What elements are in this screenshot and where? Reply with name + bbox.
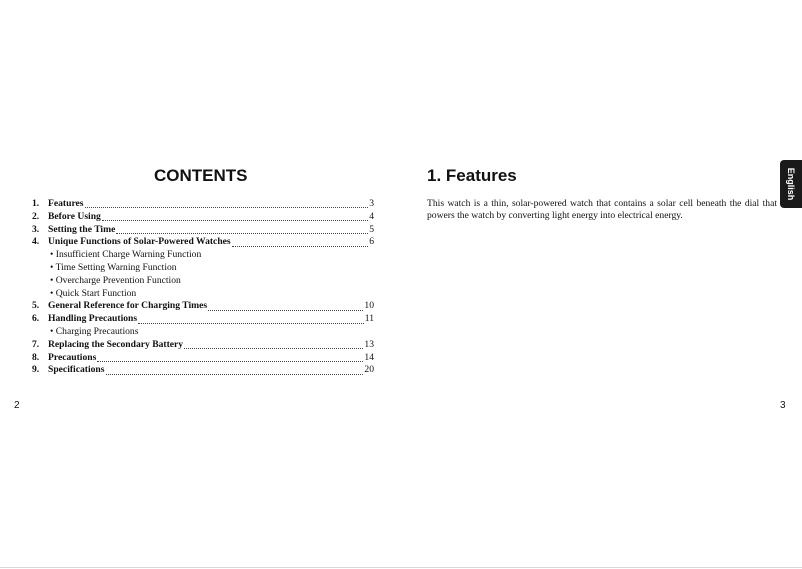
toc-entry-precautions[interactable] bbox=[32, 352, 374, 365]
right-page bbox=[401, 0, 802, 569]
toc-entry-page: 20 bbox=[364, 364, 374, 376]
toc-entry-title: Replacing the Secondary Battery bbox=[48, 338, 184, 350]
toc-entry-page: 10 bbox=[364, 300, 374, 312]
toc-subentry[interactable]: • Charging Precautions bbox=[50, 325, 139, 337]
toc-entry-title: Features bbox=[48, 198, 84, 209]
toc-entry-page: 5 bbox=[369, 223, 374, 235]
toc-entry-replacing-battery[interactable] bbox=[32, 339, 374, 352]
toc-entry-number: 6. bbox=[32, 313, 40, 325]
toc-entry-number: 8. bbox=[32, 351, 40, 363]
toc-entry-page: 6 bbox=[369, 236, 374, 248]
toc-entry-number: 7. bbox=[32, 338, 40, 350]
language-tab-label: English bbox=[786, 167, 796, 201]
toc-entry-title: Specifications bbox=[48, 364, 105, 376]
toc-subentry[interactable]: • Time Setting Warning Function bbox=[50, 261, 177, 273]
toc-entry-page: 3 bbox=[369, 198, 374, 209]
page-bottom-divider bbox=[0, 567, 802, 568]
toc-leader-dots bbox=[106, 365, 364, 375]
toc-subentry[interactable]: • Insufficient Charge Warning Function bbox=[50, 249, 202, 261]
toc-entry-setting-time[interactable] bbox=[32, 224, 374, 237]
toc-leader-dots bbox=[85, 198, 369, 208]
toc-entry-title: Setting the Time bbox=[48, 223, 116, 235]
toc-entry-specifications[interactable] bbox=[32, 364, 374, 377]
toc-entry-title: Before Using bbox=[48, 210, 101, 222]
toc-entry-before-using[interactable] bbox=[32, 211, 374, 224]
toc-leader-dots bbox=[184, 339, 363, 349]
features-paragraph: This watch is a thin, solar-powered watch that contains a solar cell beneath the dial that powers the watch by converting light energy into electrical energy. bbox=[427, 198, 777, 222]
toc-leader-dots bbox=[102, 211, 368, 221]
toc-entry-charging-times[interactable] bbox=[32, 300, 374, 313]
toc-entry-title: Unique Functions of Solar-Powered Watches bbox=[48, 236, 231, 248]
toc-entry-number: 4. bbox=[32, 236, 40, 248]
toc-entry-features[interactable] bbox=[32, 198, 374, 211]
toc-entry-number: 2. bbox=[32, 210, 40, 222]
toc-entry-number: 3. bbox=[32, 223, 40, 235]
toc-subentry[interactable]: • Quick Start Function bbox=[50, 287, 137, 299]
toc-entry-number: 1. bbox=[32, 198, 40, 209]
features-heading: 1. Features bbox=[427, 166, 517, 185]
toc-subentry[interactable]: • Overcharge Prevention Function bbox=[50, 274, 181, 286]
toc-entry-page: 13 bbox=[364, 338, 374, 350]
toc-entry-number: 9. bbox=[32, 364, 40, 376]
toc-entry-unique-functions[interactable] bbox=[32, 236, 374, 249]
toc-leader-dots bbox=[208, 301, 363, 311]
toc-entry-title: Precautions bbox=[48, 351, 97, 363]
toc-leader-dots bbox=[116, 224, 368, 234]
language-tab[interactable] bbox=[780, 160, 802, 208]
toc-entry-handling-precautions[interactable] bbox=[32, 313, 374, 326]
page-number-right: 3 bbox=[780, 400, 786, 411]
toc-entry-page: 11 bbox=[364, 313, 374, 325]
page-number-left: 2 bbox=[14, 400, 20, 411]
toc-entry-number: 5. bbox=[32, 300, 40, 312]
toc-leader-dots bbox=[138, 314, 364, 324]
toc-entry-title: General Reference for Charging Times bbox=[48, 300, 208, 312]
toc-leader-dots bbox=[232, 237, 369, 247]
contents-title: CONTENTS bbox=[154, 166, 248, 185]
toc-entry-title: Handling Precautions bbox=[48, 313, 138, 325]
toc-leader-dots bbox=[97, 352, 363, 362]
toc-entry-page: 14 bbox=[364, 351, 374, 363]
toc-entry-page: 4 bbox=[369, 210, 374, 222]
table-of-contents bbox=[32, 198, 374, 377]
